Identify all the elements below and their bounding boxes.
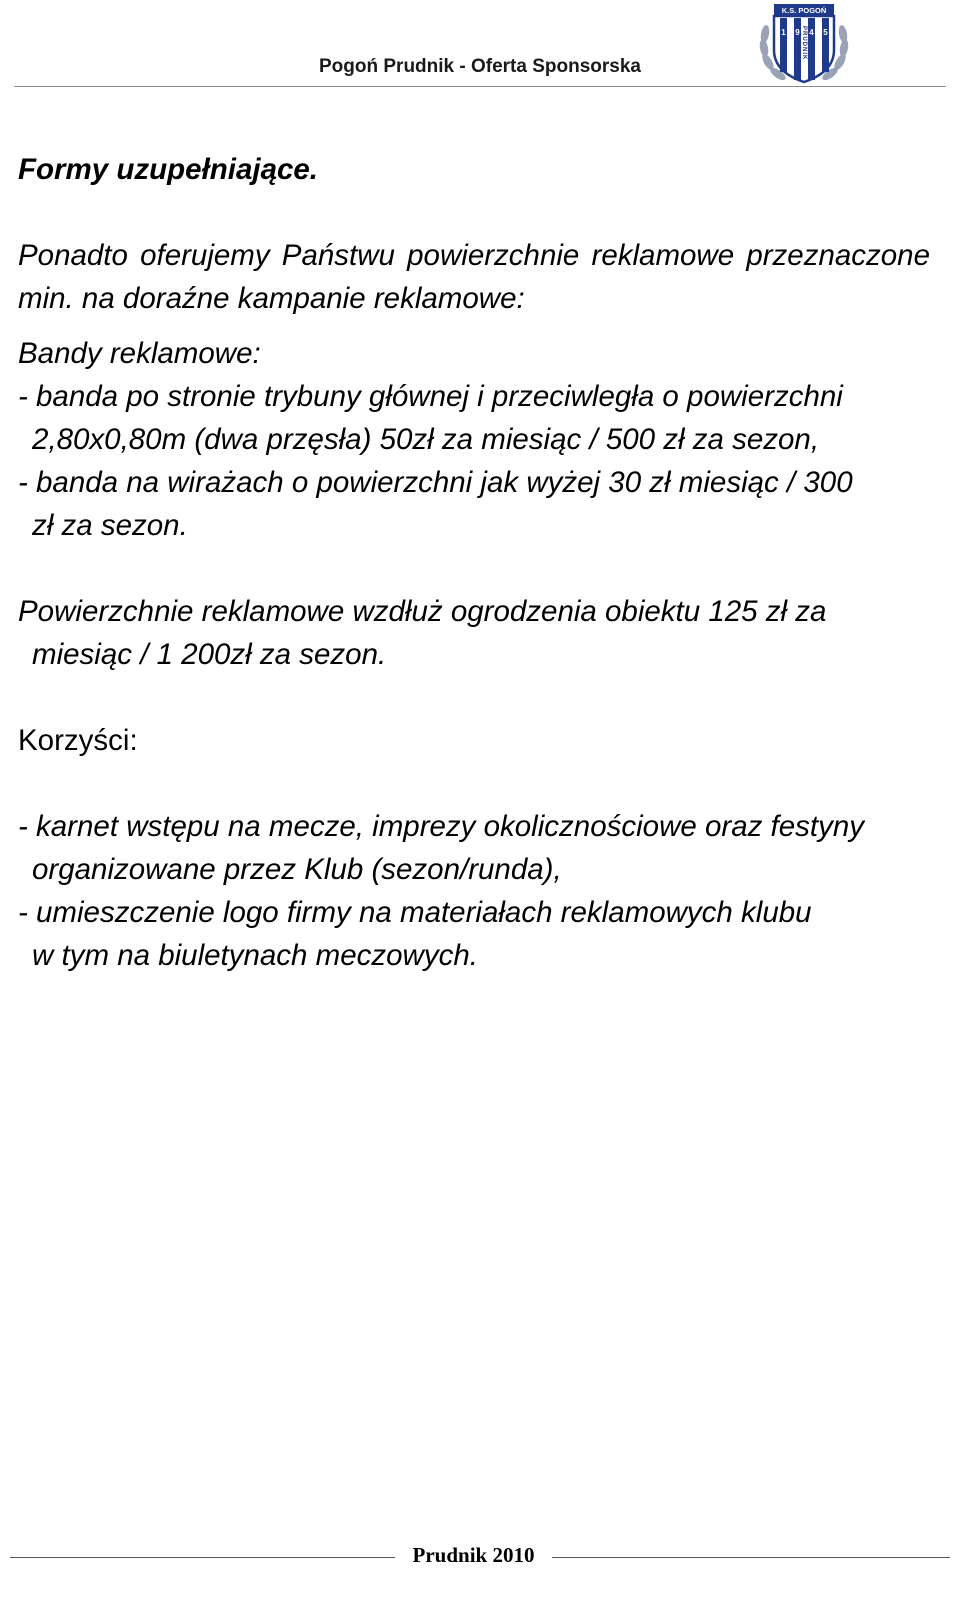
benefits-list (18, 805, 930, 977)
list-item-line: - banda po stronie trybuny głównej i przeciwległa o powierzchni (18, 380, 843, 413)
section-heading: Formy uzupełniające. (18, 153, 318, 186)
list-item-line: - umieszczenie logo firmy na materiałach reklamowych klubu (18, 896, 812, 929)
list-item (18, 805, 930, 891)
bands-heading: Bandy reklamowe: (18, 337, 261, 370)
benefits-heading: Korzyści: (18, 724, 138, 757)
list-item-line: zł za sezon. (32, 509, 188, 542)
fence-line: miesiąc / 1 200zł za sezon. (32, 638, 387, 671)
list-item-line: - karnet wstępu na mecze, imprezy okolicznościowe oraz festyny (18, 810, 865, 843)
crest-year-digit: 9 (795, 28, 800, 37)
page-content (18, 148, 930, 977)
fence-line: Powierzchnie reklamowe wzdłuż ogrodzenia obiektu 125 zł za (18, 595, 827, 628)
bands-list (18, 375, 930, 547)
list-item-line: - banda na wirażach o powierzchni jak wyżej 30 zł miesiąc / 300 (18, 466, 853, 499)
crest-year-digit: 5 (823, 28, 828, 37)
footer-text: Prudnik 2010 (412, 1543, 535, 1567)
crest-club-name: K.S. POGOŃ (781, 6, 827, 15)
list-item-line: w tym na biuletynach meczowych. (32, 939, 478, 972)
list-item (18, 891, 930, 977)
fence-paragraph (18, 590, 930, 676)
list-item (18, 461, 930, 547)
crest-year-digit: 1 (781, 28, 786, 37)
page-header (14, 0, 946, 88)
intro-paragraph: Ponadto oferujemy Państwu powierzchnie reklamowe przeznaczone min. na doraźne kampanie reklamowe: (18, 239, 930, 315)
crest-year-digit: 4 (809, 28, 814, 37)
footer-divider-left (10, 1557, 395, 1558)
page-footer (0, 1540, 960, 1580)
list-item-line: 2,80x0,80m (dwa przęsła) 50zł za miesiąc / 500 zł za sezon, (32, 423, 820, 456)
list-item (18, 375, 930, 461)
footer-divider-right (552, 1557, 950, 1558)
header-title: Pogoń Prudnik - Oferta Sponsorska (319, 56, 641, 77)
header-divider (14, 86, 946, 87)
club-crest-icon (754, 2, 854, 86)
crest-town-name: PRUDNIK (801, 26, 807, 61)
list-item-line: organizowane przez Klub (sezon/runda), (32, 853, 562, 886)
